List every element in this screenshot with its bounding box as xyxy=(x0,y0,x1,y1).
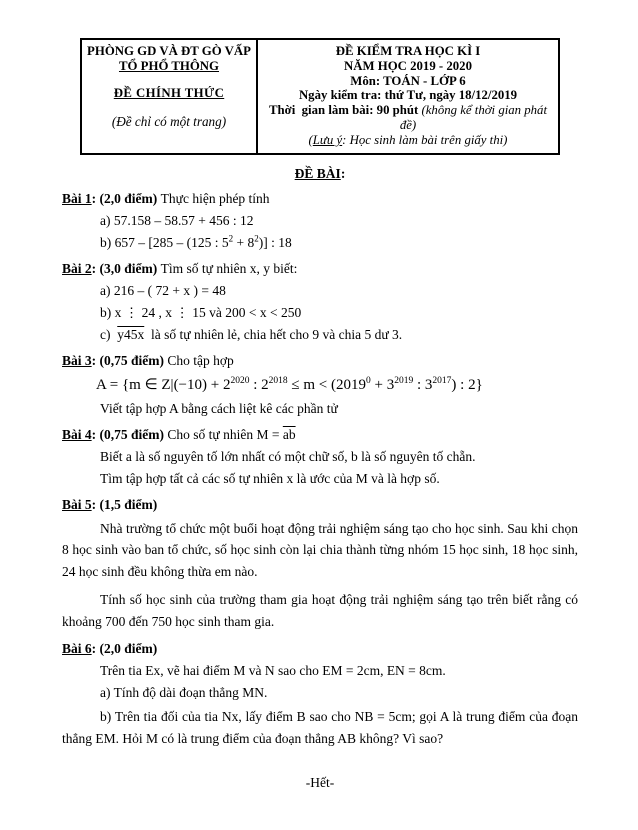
header-table xyxy=(80,38,560,155)
problem-1-heading: Bài 1: (2,0 điểm) Thực hiện phép tính xyxy=(62,190,270,206)
problem-1-item-a: a) 57.158 – 58.57 + 456 : 12 xyxy=(100,212,254,228)
one-page-note: (Đề chỉ có một trang) xyxy=(111,114,227,129)
problem-6-item-a: a) Tính độ dài đoạn thẳng MN. xyxy=(100,685,268,701)
problem-4-heading: Bài 4: (0,75 điểm) Cho số tự nhiên $M = \overline{ab}$ xyxy=(62,426,296,442)
problem-2 xyxy=(62,259,578,344)
exam-duration: Thời gian làm bài: 90 phút (không kể thời gian phát đề) xyxy=(268,103,551,132)
problem-2-item-b: b) x ⋮ 24 , x ⋮ 15 và 200 < x < 250 xyxy=(100,304,302,320)
problem-4-line-2: Tìm tập hợp tất cả các số tự nhiên x là ước của M và là hợp số. xyxy=(100,470,440,486)
header-right-cell xyxy=(258,40,558,153)
problem-1 xyxy=(62,189,578,252)
department-name: PHÒNG GD VÀ ĐT GÒ VẤP xyxy=(87,44,251,58)
problem-5-paragraph-1: Nhà trường tổ chức một buổi hoạt động trải nghiệm sáng tạo cho học sinh. Sau khi chọn 8 học sinh vào ban tổ chức, số học sinh còn lại chia thành từng nhóm 15 học sinh, 18 học sinh, 24 học sinh đều không thừa em nào. xyxy=(62,520,578,579)
problem-6-item-b: b) Trên tia đối của tia Nx, lấy điểm B sao cho NB = 5cm; gọi A là trung điểm của đoạn thẳng EM. Hỏi M có là trung điểm của đoạn thẳng AB không? Vì sao? xyxy=(62,709,578,746)
header-left-cell xyxy=(82,40,258,153)
problem-3 xyxy=(62,351,578,418)
problem-2-heading: Bài 2: (3,0 điểm) Tìm số tự nhiên x, y biết: xyxy=(62,260,298,276)
exam-body-title: ĐỀ BÀI: xyxy=(294,165,346,181)
exam-title: ĐỀ KIỂM TRA HỌC KÌ I xyxy=(335,44,481,58)
problem-5-paragraph-2: Tính số học sinh của trường tham gia hoạt động trải nghiệm sáng tạo trên biết rằng có khoảng 700 đến 750 học sinh tham gia. xyxy=(62,592,578,629)
subject-grade: Môn: TOÁN - LỚP 6 xyxy=(350,73,466,88)
set-builder-formula: A = {m ∈ $Z|(-10) + 2^{2020}$ : $2^{2018} \le m < (2019^0 + 3^{2019}$ : $3^{2017}$) : 2} xyxy=(96,375,483,393)
problem-4 xyxy=(62,425,578,488)
problem-2-item-a: a) 216 – ( 72 + x ) = 48 xyxy=(100,282,226,298)
problem-6 xyxy=(62,639,578,749)
problem-3-instruction: Viết tập hợp A bằng cách liệt kê các phần tử xyxy=(100,400,338,416)
problem-5-heading: Bài 5: (1,5 điểm) xyxy=(62,496,158,512)
exam-date: Ngày kiểm tra: thứ Tư, ngày 18/12/2019 xyxy=(298,88,518,103)
problem-3-heading: Bài 3: (0,75 điểm) Cho tập hợp xyxy=(62,352,234,368)
exam-note: (Lưu ý: Học sinh làm bài trên giấy thi) xyxy=(308,132,508,147)
problem-1-item-b: b) 657 – [285 – (125 : $5^2 + 8^2$)] : 18 xyxy=(100,233,292,250)
problem-4-line-1: Biết a là số nguyên tố lớn nhất có một chữ số, b là số nguyên tố chẵn. xyxy=(100,448,476,464)
problem-6-heading: Bài 6: (2,0 điểm) xyxy=(62,641,158,657)
problem-2-item-c: c) y45x là số tự nhiên lẻ, chia hết cho 9 và chia 5 dư 3. xyxy=(100,326,403,342)
end-marker: -Hết- xyxy=(305,775,335,791)
official-exam-label: ĐỀ CHÍNH THỨC xyxy=(113,86,225,100)
problem-5 xyxy=(62,495,578,633)
division-name: TỔ PHỔ THÔNG xyxy=(118,59,220,73)
problem-6-intro: Trên tia Ex, vẽ hai điểm M và N sao cho EM = 2cm, EN = 8cm. xyxy=(100,663,446,679)
overline-number-y45x: y45x xyxy=(117,326,145,342)
school-year: NĂM HỌC 2019 - 2020 xyxy=(344,58,472,73)
overline-number-ab: $\overline{ab}$ xyxy=(282,426,296,442)
